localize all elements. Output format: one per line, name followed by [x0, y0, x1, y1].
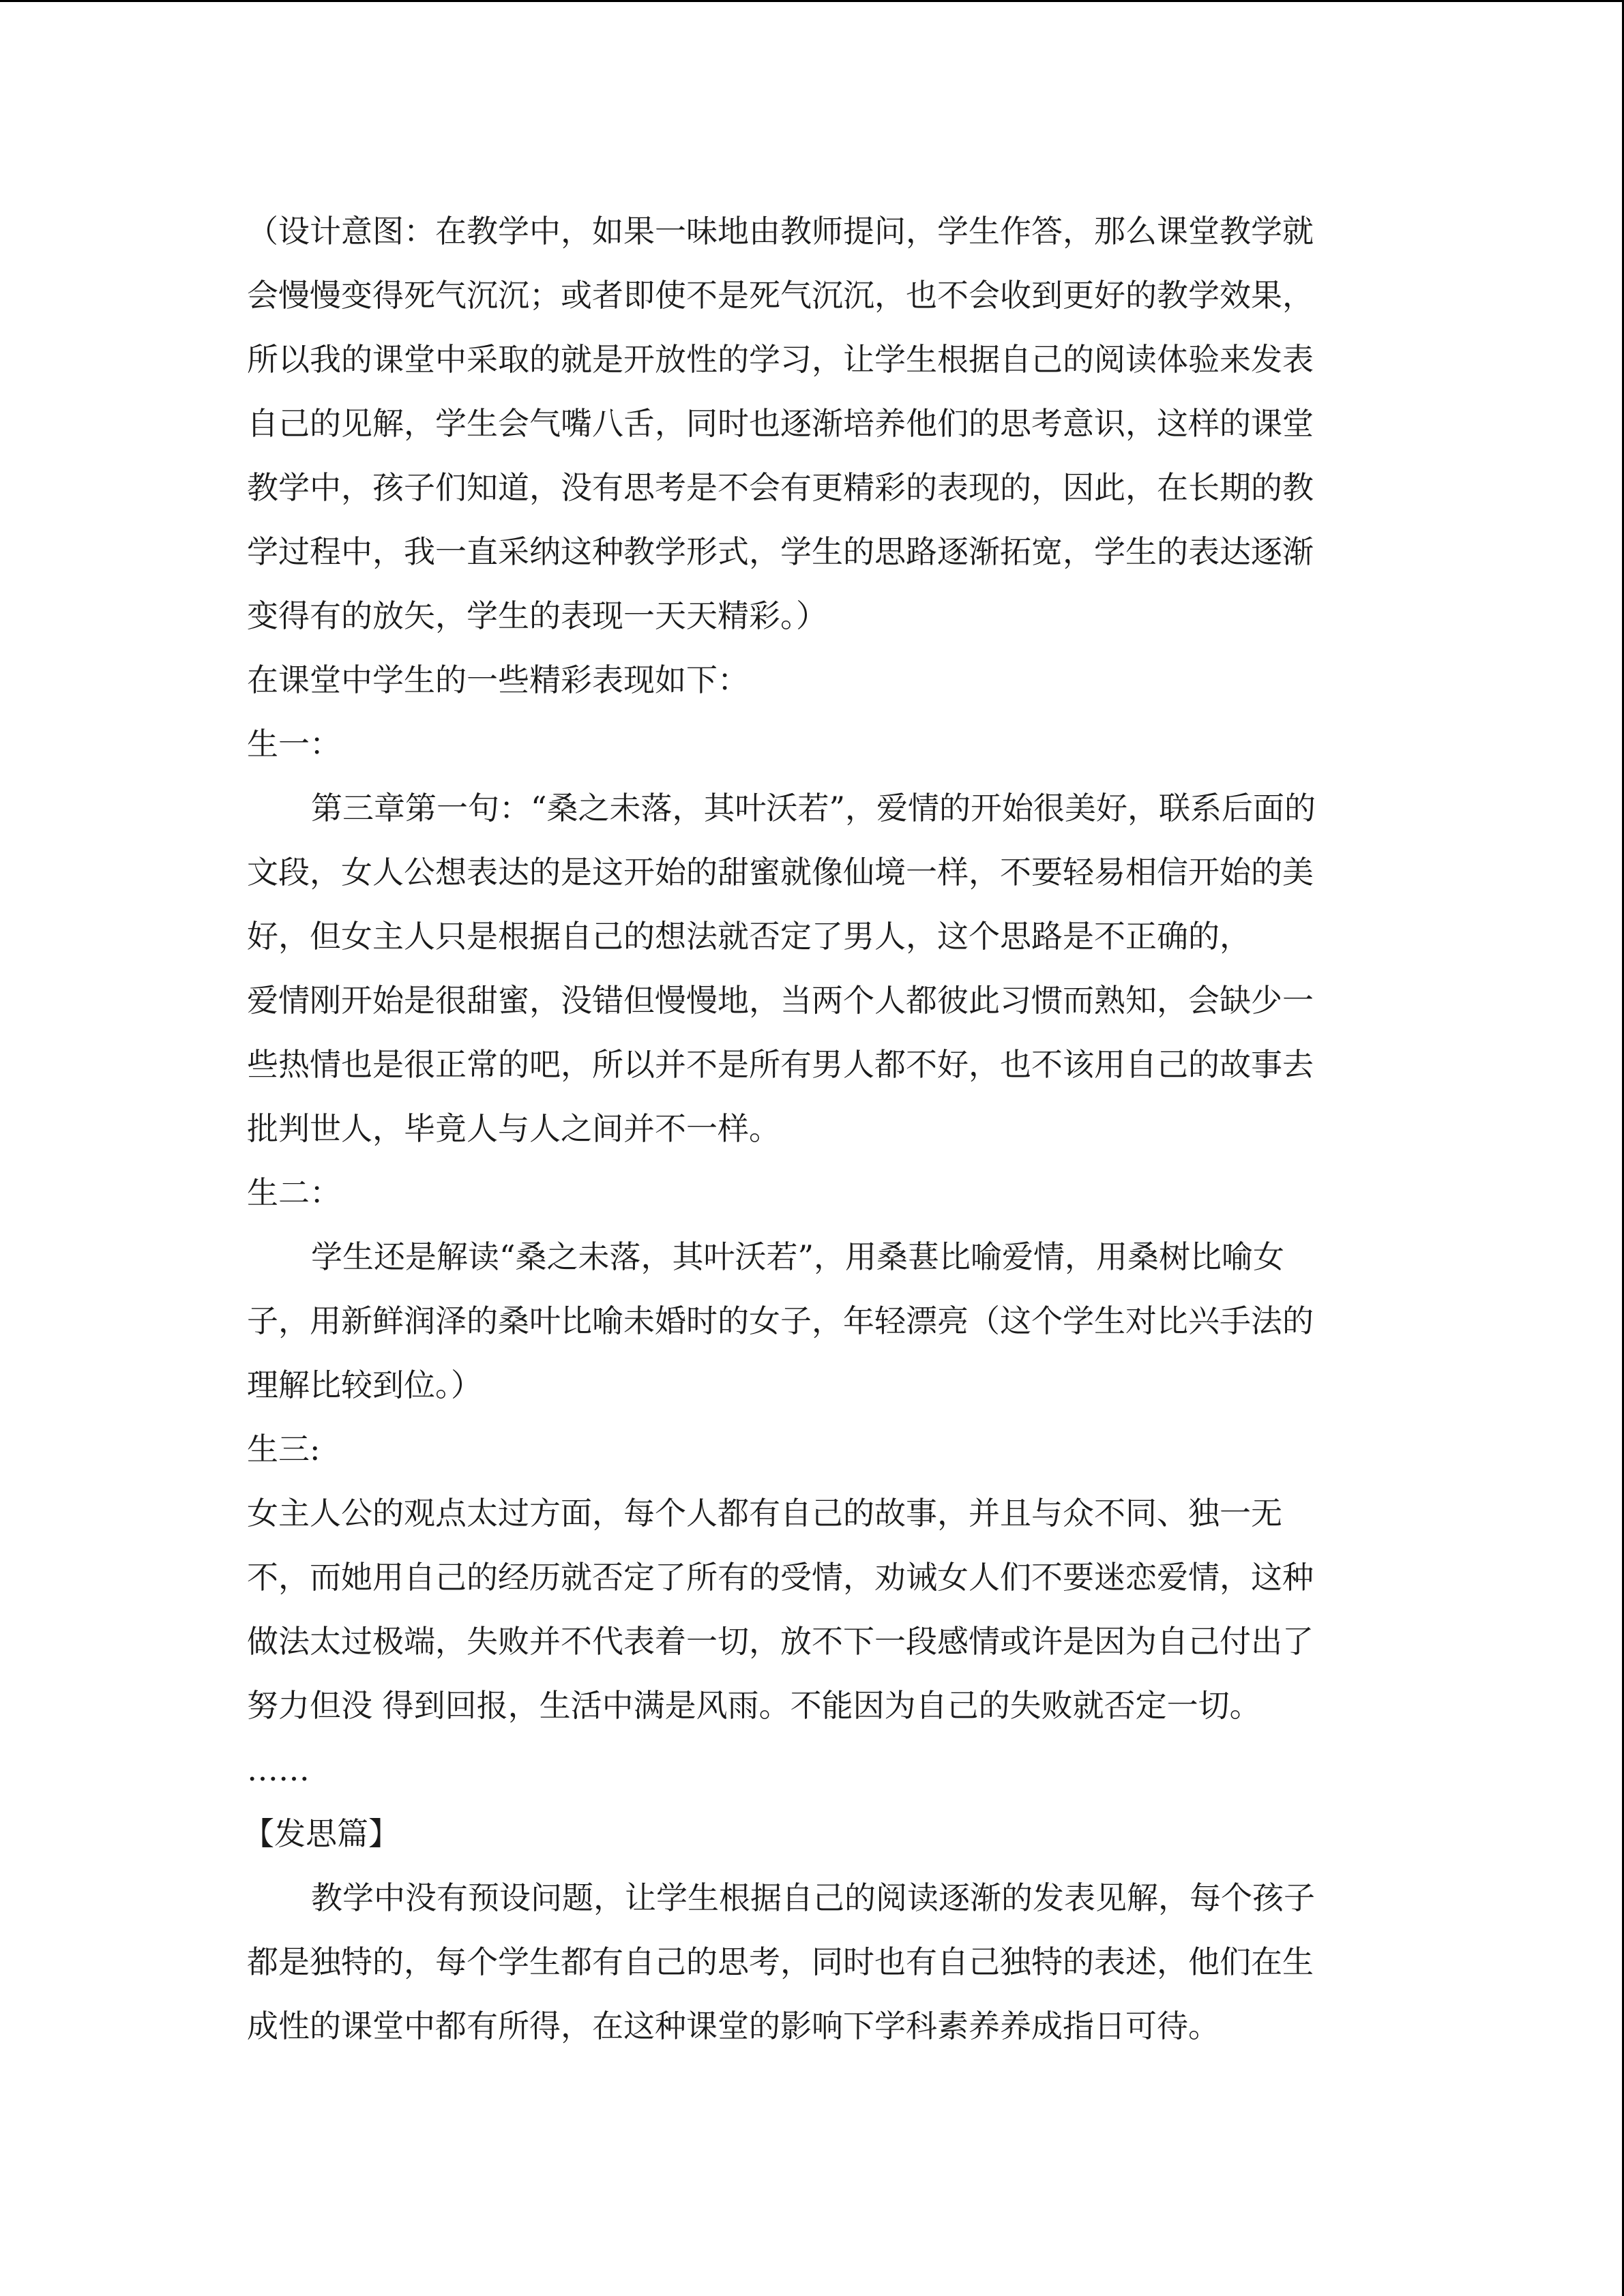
text-line: 努力但没 得到回报，生活中满是风雨。不能因为自己的失败就否定一切。 — [247, 1687, 1261, 1724]
text-line: 不，而她用自己的经历就否定了所有的受情，劝诫女人们不要迷恋爱情，这种 — [247, 1559, 1314, 1596]
text-line: （设计意图：在教学中，如果一味地由教师提问，学生作答，那么课堂教学就 — [247, 213, 1314, 250]
page-top-border — [0, 0, 1624, 2]
text-line: 自己的见解，学生会气嘴八舌，同时也逐渐培养他们的思考意识，这样的课堂 — [247, 405, 1314, 442]
text-line: …… — [247, 1751, 310, 1788]
text-line: 第三章第一句：“桑之未落，其叶沃若”，爱情的开始很美好，联系后面的 — [311, 790, 1316, 826]
text-line: 教学中没有预设问题，让学生根据自己的阅读逐渐的发表见解，每个孩子 — [311, 1879, 1315, 1916]
text-line: 生二： — [247, 1174, 341, 1211]
text-line: 都是独特的，每个学生都有自己的思考，同时也有自己独特的表述，他们在生 — [247, 1943, 1314, 1980]
section-heading: 【发思篇】 — [243, 1815, 400, 1852]
text-line: 理解比较到位。） — [247, 1367, 482, 1403]
text-line: 好，但女主人只是根据自己的想法就否定了男人，这个思路是不正确的， — [247, 918, 1251, 955]
text-line: 学生还是解读“桑之未落，其叶沃若”，用桑葚比喻爱情，用桑树比喻女 — [311, 1238, 1285, 1275]
text-line: 会慢慢变得死气沉沉；或者即使不是死气沉沉，也不会收到更好的教学效果， — [247, 277, 1314, 314]
text-line: 所以我的课堂中采取的就是开放性的学习，让学生根据自己的阅读体验来发表 — [247, 341, 1314, 378]
text-line: 子，用新鲜润泽的桑叶比喻未婚时的女子，年轻漂亮（这个学生对比兴手法的 — [247, 1302, 1314, 1339]
text-line: 生三: — [247, 1431, 321, 1467]
text-line: 女主人公的观点太过方面，每个人都有自己的故事，并且与众不同、独一无 — [247, 1495, 1282, 1532]
text-line: 做法太过极端，失败并不代表着一切，放不下一段感情或许是因为自己付出了 — [247, 1623, 1314, 1660]
text-line: 文段，女人公想表达的是这开始的甜蜜就像仙境一样，不要轻易相信开始的美 — [247, 854, 1314, 891]
text-line: 些热情也是很正常的吧，所以并不是所有男人都不好，也不该用自己的故事去 — [247, 1046, 1314, 1083]
text-line: 批判世人，毕竟人与人之间并不一样。 — [247, 1110, 780, 1147]
text-line: 学过程中，我一直采纳这种教学形式，学生的思路逐渐拓宽，学生的表达逐渐 — [247, 533, 1314, 570]
text-line: 教学中，孩子们知道，没有思考是不会有更精彩的表现的，因此，在长期的教 — [247, 469, 1314, 506]
text-line: 生一： — [247, 726, 341, 762]
document-body — [243, 199, 1379, 2058]
text-line: 成性的课堂中都有所得，在这种课堂的影响下学科素养养成指日可待。 — [247, 2008, 1220, 2044]
text-line: 变得有的放矢，学生的表现一天天精彩。） — [247, 597, 827, 634]
text-line: 在课堂中学生的一些精彩表现如下： — [247, 661, 749, 698]
text-line: 爱情刚开始是很甜蜜，没错但慢慢地，当两个人都彼此习惯而熟知，会缺少一 — [247, 982, 1314, 1019]
